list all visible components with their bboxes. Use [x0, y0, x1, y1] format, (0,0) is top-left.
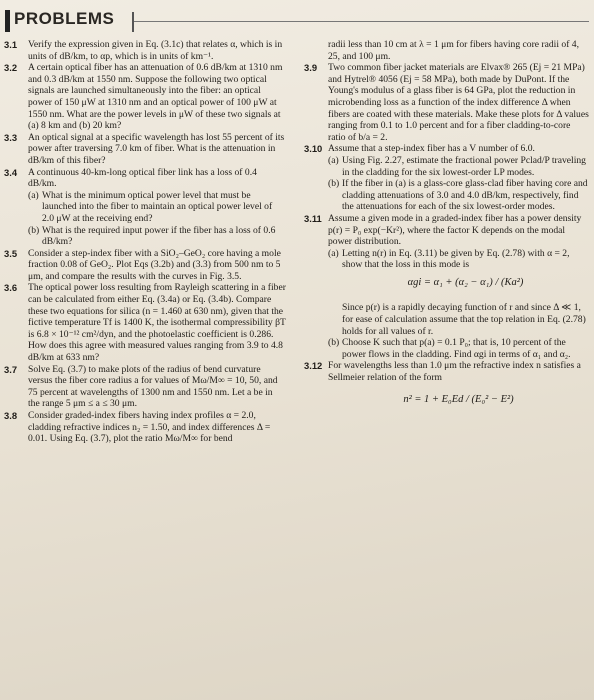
problem-3-6: 3.6 The optical power loss resulting from Rayleigh scattering in a fiber can be calculated from either Eq. (3.4a) or Eq. (3.4b). Compare these two equations for silica (n = 1.460 at 630 nm), given that the fictive temperature Tf is 1400 K, the isothermal compressibility βT is 6.8 × 10⁻¹² cm²/dyn, and the photoelastic coefficient is 0.286. How does this agree with measured values ranging from 3.9 to 4.8 dB/km at 633 nm? [4, 282, 286, 364]
problem-3-4-a: (a) What is the minimum optical power level that must be launched into the fiber to maintain an optical power level of 2.0 μW at the receiving end? [28, 189, 273, 224]
right-column [304, 39, 589, 405]
problem-3-2: 3.2 A certain optical fiber has an attenuation of 0.6 dB/km at 1310 nm and 0.3 dB/km at 1550 nm. Suppose the following two optical signals are launched simultaneously into the fiber: an optical power of 150 μW at 1310 nm and an optical power of 100 μW at 1550 nm. What are the power levels in μW of these two signals at (a) 8 km and (b) 20 km? [4, 62, 283, 132]
problem-3-9: 3.9 Two common fiber jacket materials are Elvax® 265 (Ej = 21 MPa) and Hytrel® 4056 (Ej = 58 MPa), both made by DuPont. If the Young's modulus of a glass fiber is 64 GPa, plot the reduction in microbending loss as a function of the index difference Δ when fibers are coated with these materials. Make these plots for Δ values ranging from 0.1 to 1.0 percent and for a fiber cladding-to-core ratio of b/a = 2. [304, 62, 589, 143]
problem-3-5: 3.5 Consider a step-index fiber with a SiO₂–GeO₂ core having a mole fraction 0.08 of GeO₂. Plot Eqs (3.2b) and (3.3) from 500 nm to 5 μm, and compare the results with the curves in Fig. 3.5. [4, 247, 281, 282]
section-header [0, 4, 594, 34]
problem-3-10-a: (a) Using Fig. 2.27, estimate the fractional power Pclad/P traveling in the cladding for the six lowest-order LP modes. [328, 154, 586, 178]
loss-equation: αgi = α₁ + (α₂ − α₁) / (Ka²) [407, 276, 524, 288]
problem-3-4: 3.4 A continuous 40-km-long optical fiber link has a loss of 0.4 dB/km. (a) What is the minimum optical power level that must be launched into the fiber to maintain an optical power level of 2.0 μW at the receiving end? (b) What is the required input power if the fiber has a loss of 0.6 dB/km? [4, 167, 286, 248]
problem-3-8-continued: radii less than 10 cm at λ = 1 μm for fibers having core radii of 4, 25, and 100 μm. [328, 39, 579, 62]
problem-3-3: 3.3 An optical signal at a specific wavelength has lost 55 percent of its power after traversing 7.0 km of fiber. What is the attenuation in dB/km of this fiber? [4, 131, 285, 166]
problem-3-10-b: (b) If the fiber in (a) is a glass-core glass-clad fiber having core and cladding attenuations of 3.0 and 4.0 dB/km, respectively, find the attenuations for each of the six lowest-order modes. [328, 178, 588, 213]
problem-3-12: 3.12 For wavelengths less than 1.0 μm the refractive index n satisfies a Sellmeier relation of the form n² = 1 + E₀Ed / (E₀² − E²) [304, 360, 589, 405]
problem-3-1: 3.1 Verify the expression given in Eq. (3.1c) that relates α, which is in units of dB/km, to αp, which is in units of km⁻¹. [4, 39, 283, 62]
problem-3-11: 3.11 Assume a given mode in a graded-index fiber has a power density p(r) = P₀ exp(−Kr²), where the factor K depends on the modal power distribution. (a) Letting n(r) in Eq. (3.11) be given by Eq. (2.78) with α = 2, show that the loss in this mode is αgi = α₁ + (α₂ − α₁) / (Ka²) Since p(r) is a rapidly decaying function of r and since Δ ≪ 1, for ease of calculation assume that the top relation in Eq. (2.78) holds for all values of r. (b) Choose K such that p(a) = 0.1 P₀; that is, 10 percent of the power flows in the cladding. Find αgi in terms of α₁ and α₂. [304, 213, 589, 361]
header-bar [5, 10, 10, 32]
header-rule [134, 21, 589, 22]
left-column [4, 39, 286, 445]
sellmeier-equation: n² = 1 + E₀Ed / (E₀² − E²) [403, 393, 514, 405]
problem-3-10: 3.10 Assume that a step-index fiber has a V number of 6.0. (a) Using Fig. 2.27, estimate the fractional power Pclad/P traveling in the cladding for the six lowest-order LP modes. (b) If the fiber in (a) is a glass-core glass-clad fiber having core and cladding attenuations of 3.0 and 4.0 dB/km, respectively, find the attenuations for each of the six lowest-order modes. [304, 143, 588, 213]
header-separator [132, 12, 134, 32]
problem-3-11-b: (b) Choose K such that p(a) = 0.1 P₀; that is, 10 percent of the power flows in the cladding. Find αgi in terms of α₁ and α₂. [328, 337, 571, 360]
problem-3-4-b: (b) What is the required input power if the fiber has a loss of 0.6 dB/km? [28, 224, 276, 248]
problem-3-8: 3.8 Consider graded-index fibers having index profiles α = 2.0, cladding refractive indices n₂ = 1.50, and index differences Δ = 0.01. Using Eq. (3.7), plot the ratio Mω/M∞ for bend [4, 410, 271, 445]
section-title: PROBLEMS [14, 9, 115, 28]
problem-3-7: 3.7 Solve Eq. (3.7) to make plots of the radius of bend curvature versus the fiber core radius a for values of Mω/M∞ = 10, 50, and 75 percent at wavelengths of 1300 nm and 1550 nm. Let a be in the range 5 μm ≤ a ≤ 30 μm. [4, 363, 278, 410]
problem-3-11-a: (a) Letting n(r) in Eq. (3.11) be given by Eq. (2.78) with α = 2, show that the loss in this mode is αgi = α₁ + (α₂ − α₁) / (Ka²) Since p(r) is a rapidly decaying function of r and since Δ ≪ 1, for ease of calculation assume that the top relation in Eq. (2.78) holds for all values of r. [328, 248, 589, 338]
